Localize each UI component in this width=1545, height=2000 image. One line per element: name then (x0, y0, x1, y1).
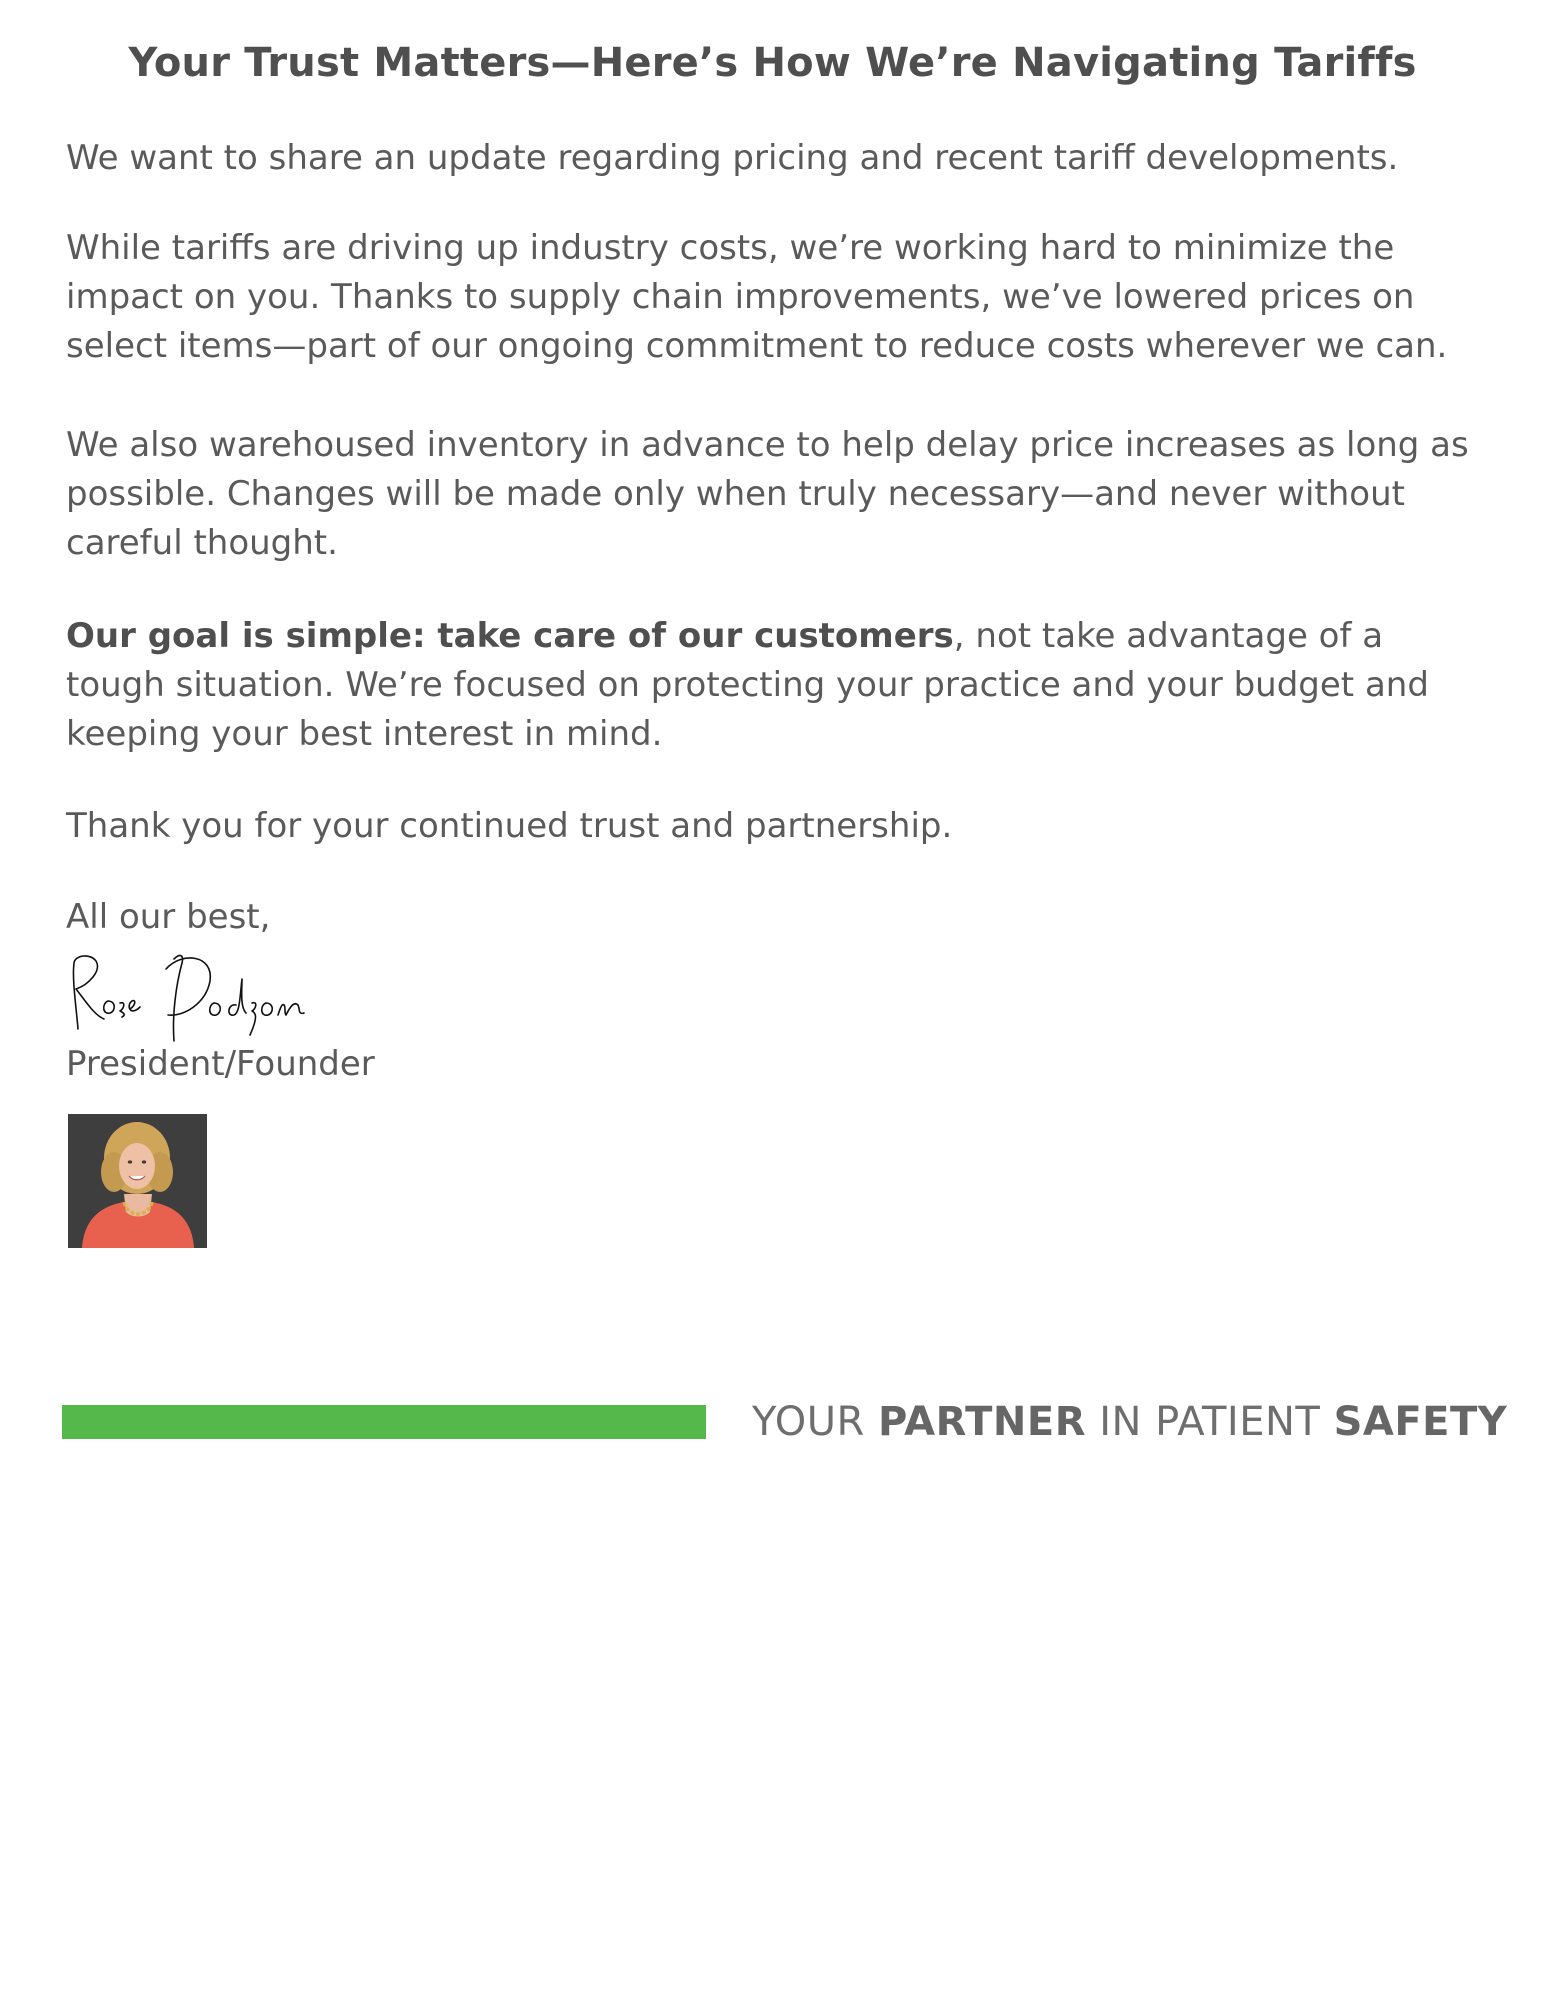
goal-paragraph (66, 612, 1486, 759)
goal-rest-text: , not take advantage of a tough situation. We’re focused on protecting your practice and your budget and keeping your best interest in mind. (66, 616, 1429, 754)
thanks-paragraph: Thank you for your continued trust and partnership. (66, 806, 953, 846)
handwritten-signature (64, 945, 334, 1045)
intro-paragraph: We want to share an update regarding pricing and recent tariff developments. (66, 138, 1399, 178)
signer-title: President/Founder (66, 1044, 375, 1084)
supply-chain-paragraph: While tariffs are driving up industry costs, we’re working hard to minimize the impact on you. Thanks to supply chain improvements, we’ve lowered prices on select items—part of our ongoing commitment to reduce costs wherever we can. (66, 228, 1448, 366)
tagline-part-2: IN PATIENT (1086, 1399, 1334, 1445)
tagline-bold-1: PARTNER (878, 1399, 1087, 1445)
footer-tagline (752, 1394, 1507, 1450)
closing-line: All our best, (66, 897, 271, 937)
inventory-paragraph: We also warehoused inventory in advance to help delay price increases as long as possible. Changes will be made only when truly necessary—and never without careful thought. (66, 425, 1469, 563)
footer-green-bar (62, 1405, 706, 1439)
tagline-part-1: YOUR (752, 1399, 879, 1445)
letter-title: Your Trust Matters—Here’s How We’re Navigating Tariffs (128, 40, 1417, 86)
founder-photo (68, 1114, 207, 1248)
tagline-bold-2: SAFETY (1333, 1399, 1508, 1445)
goal-bold-text: Our goal is simple: take care of our customers (66, 616, 954, 656)
